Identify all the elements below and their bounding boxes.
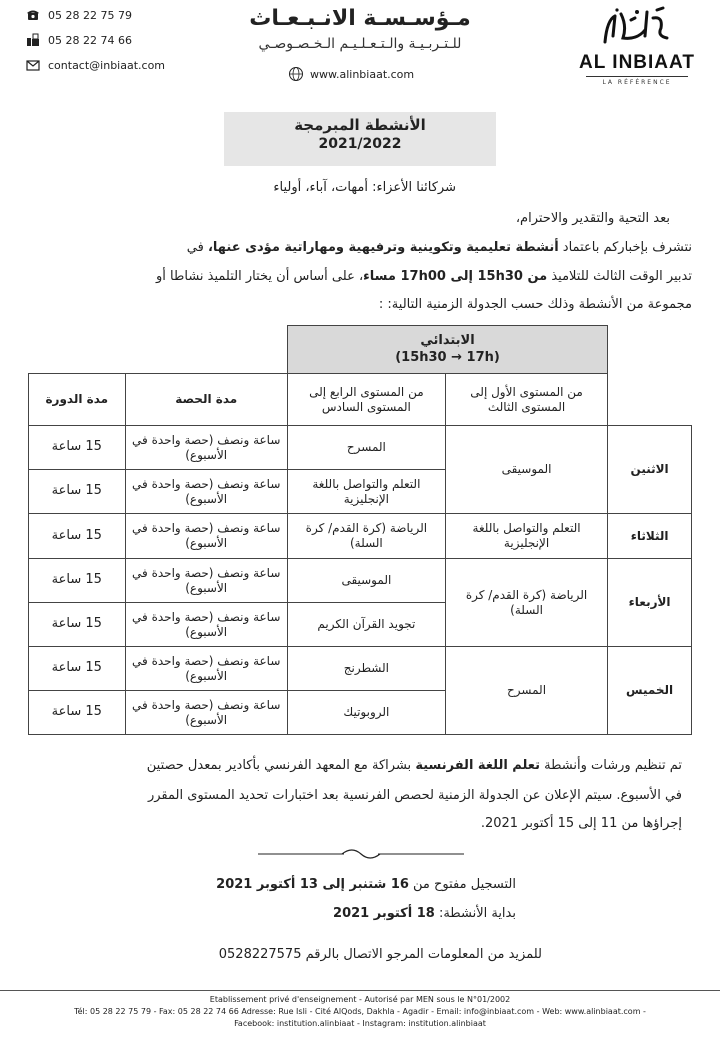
org-name: مـؤسـسـة الانـبـعـاث bbox=[249, 6, 471, 31]
page-title bbox=[224, 112, 496, 166]
duration-cell: 15 ساعة bbox=[29, 470, 126, 514]
header-duration: مدة الدورة bbox=[29, 374, 126, 426]
activity-cell: الرياضة (كرة القدم/ كرة السلة) bbox=[445, 559, 607, 647]
french-p1: تم تنظيم ورشات وأنشطة تعلم اللغة الفرنسية بشراكة مع المعهد الفرنسي بأكادير بمعدل حصتين bbox=[146, 758, 682, 773]
day-cell: الاثنين bbox=[608, 426, 692, 514]
header-level-4-6: من المستوى الرابع إلى المستوى السادس bbox=[287, 374, 445, 426]
phone-icon bbox=[26, 8, 40, 22]
header-session: مدة الحصة bbox=[125, 374, 287, 426]
duration-cell: 15 ساعة bbox=[29, 559, 126, 603]
activity-cell: الموسيقى bbox=[445, 426, 607, 514]
logo-title: AL INBIAAT bbox=[579, 52, 695, 73]
day-cell: الثلاثاء bbox=[608, 514, 692, 559]
contact-fax bbox=[26, 33, 132, 47]
table-row bbox=[29, 514, 692, 559]
activity-cell: الموسيقى bbox=[287, 559, 445, 603]
greeting: شركائنا الأعزاء: أمهات، آباء، أولياء bbox=[273, 180, 456, 195]
session-cell: ساعة ونصف (حصة واحدة في الأسبوع) bbox=[125, 691, 287, 735]
mail-icon bbox=[26, 58, 40, 72]
divider-ornament bbox=[258, 846, 464, 862]
header-level-1-3: من المستوى الأول إلى المستوى الثالث bbox=[445, 374, 607, 426]
session-cell: ساعة ونصف (حصة واحدة في الأسبوع) bbox=[125, 559, 287, 603]
footer-line-2: Tél: 05 28 22 75 79 - Fax: 05 28 22 74 66 Adresse: Rue Isli - Cité AlQods, Dakhla - Agadir - Email: info@inbiaat.com - Web: www.alinbiaat.com - bbox=[74, 1007, 646, 1016]
phone-number[interactable]: 05 28 22 75 79 bbox=[48, 8, 132, 22]
logo-subtitle: LA RÉFÉRENCE bbox=[586, 76, 688, 86]
contact-phone bbox=[26, 8, 132, 22]
activity-cell: تجويد القرآن الكريم bbox=[287, 603, 445, 647]
fax-icon bbox=[26, 33, 40, 47]
start-date: بداية الأنشطة: 18 أكتوبر 2021 bbox=[333, 906, 516, 921]
activity-cell: المسرح bbox=[287, 426, 445, 470]
duration-cell: 15 ساعة bbox=[29, 647, 126, 691]
french-p2: في الأسبوع. سيتم الإعلان عن الجدولة الزمنية لحصص الفرنسية بعد اختبارات تحديد المستوى المقرر bbox=[147, 788, 682, 803]
calligraphy-logo-icon bbox=[597, 6, 677, 48]
intro-p3: مجموعة من الأنشطة وذلك حسب الجدولة الزمنية التالية: : bbox=[378, 297, 692, 312]
day-cell: الأربعاء bbox=[608, 559, 692, 647]
session-cell: ساعة ونصف (حصة واحدة في الأسبوع) bbox=[125, 426, 287, 470]
session-cell: ساعة ونصف (حصة واحدة في الأسبوع) bbox=[125, 647, 287, 691]
org-subtitle: للـتـربـيـة والـتـعـلـيـم الـخـصـوصـي bbox=[258, 36, 462, 52]
registration-dates: التسجيل مفتوح من 16 شتنبر إلى 13 أكتوبر 2021 bbox=[216, 877, 516, 892]
title-line-1: الأنشطة المبرمجة bbox=[294, 116, 426, 134]
activity-cell: الرياضة (كرة القدم/ كرة السلة) bbox=[287, 514, 445, 559]
session-cell: ساعة ونصف (حصة واحدة في الأسبوع) bbox=[125, 514, 287, 559]
duration-cell: 15 ساعة bbox=[29, 514, 126, 559]
footer-divider bbox=[0, 990, 720, 991]
duration-cell: 15 ساعة bbox=[29, 691, 126, 735]
contact-info: للمزيد من المعلومات المرجو الاتصال بالرقم 0528227575 bbox=[218, 947, 542, 962]
website bbox=[288, 66, 414, 82]
intro-p1: نتشرف بإخباركم باعتماد أنشطة تعليمية وتكوينية وترفيهية ومهاراتية مؤدى عنها، في bbox=[186, 240, 692, 255]
table-row bbox=[29, 426, 692, 470]
activity-cell: المسرح bbox=[445, 647, 607, 735]
day-cell: الخميس bbox=[608, 647, 692, 735]
regards: بعد التحية والتقدير والاحترام، bbox=[515, 211, 670, 226]
french-p3: إجراؤها من 11 إلى 15 أكتوبر 2021. bbox=[480, 816, 682, 831]
email-address[interactable]: contact@inbiaat.com bbox=[48, 58, 166, 72]
footer-line-1: Etablissement privé d'enseignement - Autorisé par MEN sous le N°01/2002 bbox=[209, 995, 511, 1004]
duration-cell: 15 ساعة bbox=[29, 603, 126, 647]
activity-cell: التعلم والتواصل باللغة الإنجليزية bbox=[445, 514, 607, 559]
activity-cell: الشطرنج bbox=[287, 647, 445, 691]
activity-cell: التعلم والتواصل باللغة الإنجليزية bbox=[287, 470, 445, 514]
schedule-table bbox=[28, 325, 692, 735]
duration-cell: 15 ساعة bbox=[29, 426, 126, 470]
intro-p2: تدبير الوقت الثالث للتلاميذ من 15h30 إلى 17h00 مساء، على أساس أن يختار التلميذ نشاطا أو bbox=[156, 269, 692, 284]
level-header: الابتدائي (15h30 → 17h) bbox=[287, 326, 607, 374]
table-row bbox=[29, 647, 692, 691]
session-cell: ساعة ونصف (حصة واحدة في الأسبوع) bbox=[125, 470, 287, 514]
website-link[interactable]: www.alinbiaat.com bbox=[310, 67, 415, 81]
title-line-2: 2021/2022 bbox=[318, 136, 402, 152]
contact-email bbox=[26, 58, 165, 72]
fax-number[interactable]: 05 28 22 74 66 bbox=[48, 33, 132, 47]
table-row bbox=[29, 559, 692, 603]
activity-cell: الروبوتيك bbox=[287, 691, 445, 735]
session-cell: ساعة ونصف (حصة واحدة في الأسبوع) bbox=[125, 603, 287, 647]
logo bbox=[572, 6, 702, 96]
globe-icon bbox=[288, 66, 304, 82]
footer-line-3: Facebook: institution.alinbiaat - Instagram: institution.alinbiaat bbox=[234, 1019, 486, 1028]
